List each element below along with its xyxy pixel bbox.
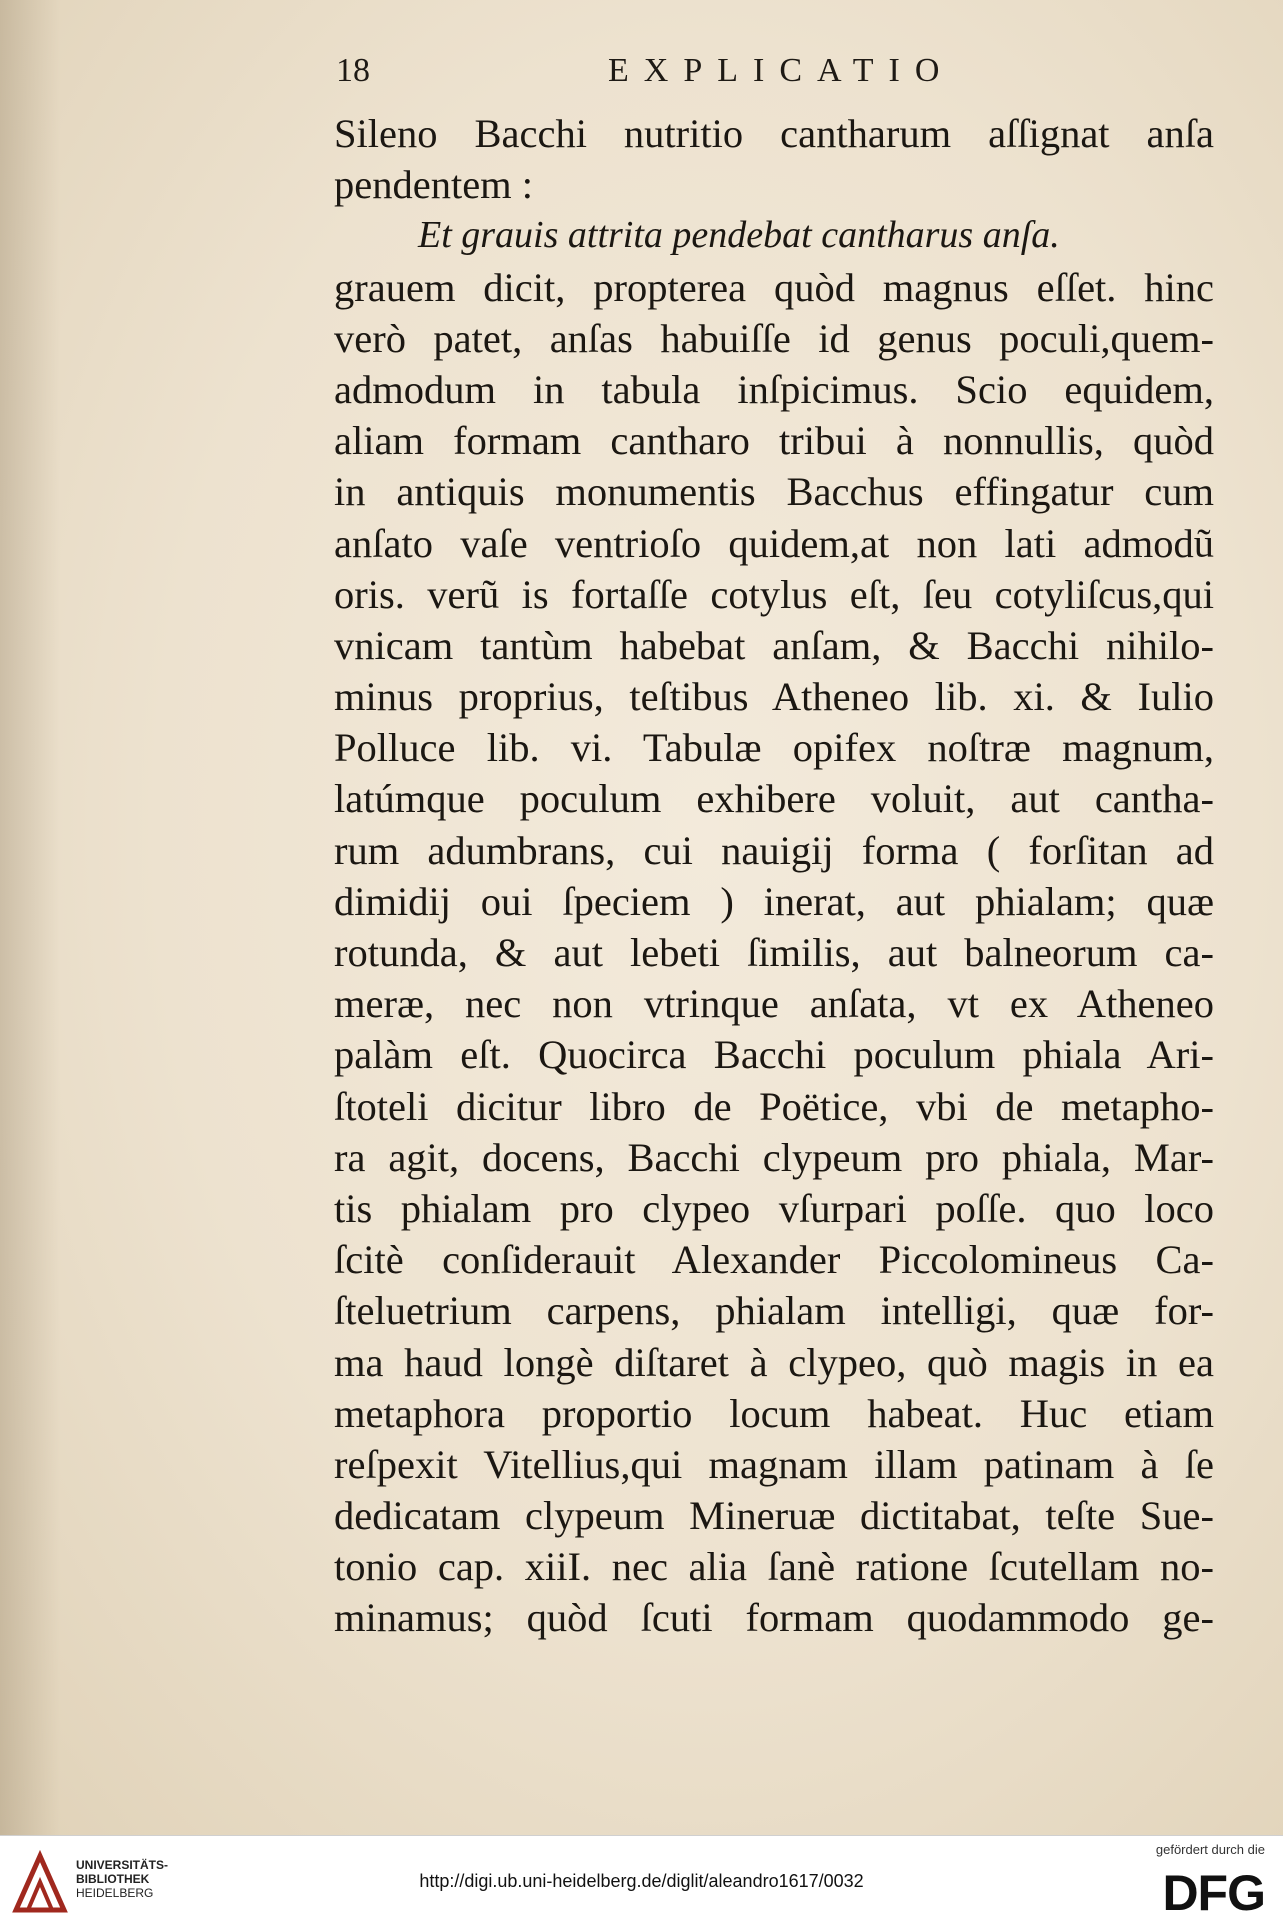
text-line: tonio cap. xiiI. nec alia ſanè ratione ſcutellam no- (334, 1544, 1214, 1590)
text-line: anſato vaſe ventrioſo quidem,at non lati admodũ (334, 520, 1214, 566)
text-line: admodum in tabula inſpicimus. Scio equidem, (334, 366, 1214, 412)
text-line: rum adumbrans, cui nauigij forma ( forſitan ad (334, 827, 1214, 873)
dfg-logo: DFG (1162, 1865, 1265, 1921)
text-line: aliam formam cantharo tribui à nonnullis, quòd (334, 418, 1214, 464)
text-line: ma haud longè diſtaret à clypeo, quò magis in ea (334, 1339, 1214, 1385)
page-number: 18 (336, 52, 370, 89)
text-line: minamus; quòd ſcuti formam quodammodo ge- (334, 1595, 1214, 1641)
text-line: palàm eſt. Quocirca Bacchi poculum phiala Ari- (334, 1032, 1214, 1078)
text-line: minus proprius, teſtibus Atheneo lib. xi. & Iulio (334, 674, 1214, 720)
text-line: dedicatam clypeum Mineruæ dictitabat, teſte Sue- (334, 1493, 1214, 1539)
text-line: Polluce lib. vi. Tabulæ opifex noſtræ magnum, (334, 725, 1214, 771)
text-line: vnicam tantùm habebat anſam, & Bacchi nihilo- (334, 622, 1214, 668)
text-line: ſtoteli dicitur libro de Poëtice, vbi de metapho- (334, 1083, 1214, 1129)
text-block (334, 108, 1214, 1644)
text-line: Sileno Bacchi nutritio cantharum aſſignat anſa (334, 111, 1214, 156)
text-line: dimidij oui ſpeciem ) inerat, aut phialam; quæ (334, 878, 1214, 924)
text-line: pendentem : (334, 162, 534, 208)
text-line: ra agit, docens, Bacchi clypeum pro phiala, Mar- (334, 1134, 1214, 1180)
text-line: tis phialam pro clypeo vſurpari poſſe. quo loco (334, 1185, 1214, 1231)
institution-name: UNIVERSITÄTS- BIBLIOTHEK HEIDELBERG (76, 1858, 169, 1900)
text-line: ſcitè conſiderauit Alexander Piccolomineus Ca- (334, 1237, 1214, 1283)
text-line: oris. verũ is fortaſſe cotylus eſt, ſeu cotyliſcus,qui (334, 571, 1214, 617)
funding-note: gefördert durch die (1155, 1842, 1265, 1857)
text-line: latúmque poculum exhibere voluit, aut cantha- (334, 776, 1214, 822)
text-line: rotunda, & aut lebeti ſimilis, aut balneorum ca- (334, 930, 1214, 975)
text-line: reſpexit Vitellius,qui magnam illam patinam à ſe (334, 1441, 1214, 1487)
viewer-footer (0, 1835, 1283, 1930)
permalink-url[interactable]: http://digi.ub.uni-heidelberg.de/diglit/aleandro1617/0032 (419, 1871, 864, 1891)
page-header (336, 52, 1196, 102)
text-line: metaphora proportio locum habeat. Huc etiam (334, 1390, 1214, 1436)
running-head: EXPLICATIO (608, 52, 955, 89)
text-line: verò patet, anſas habuiſſe id genus poculi,quem- (334, 315, 1214, 361)
text-line: ſteluetrium carpens, phialam intelligi, quæ for- (334, 1288, 1214, 1334)
text-line: meræ, nec non vtrinque anſata, vt ex Atheneo (334, 981, 1214, 1027)
text-line: grauem dicit, propterea quòd magnus eſſet. hinc (334, 264, 1214, 310)
text-line: in antiquis monumentis Bacchus effingatur cum (334, 469, 1214, 515)
verse-quotation: Et grauis attrita pendebat cantharus anſa. (418, 214, 1060, 257)
